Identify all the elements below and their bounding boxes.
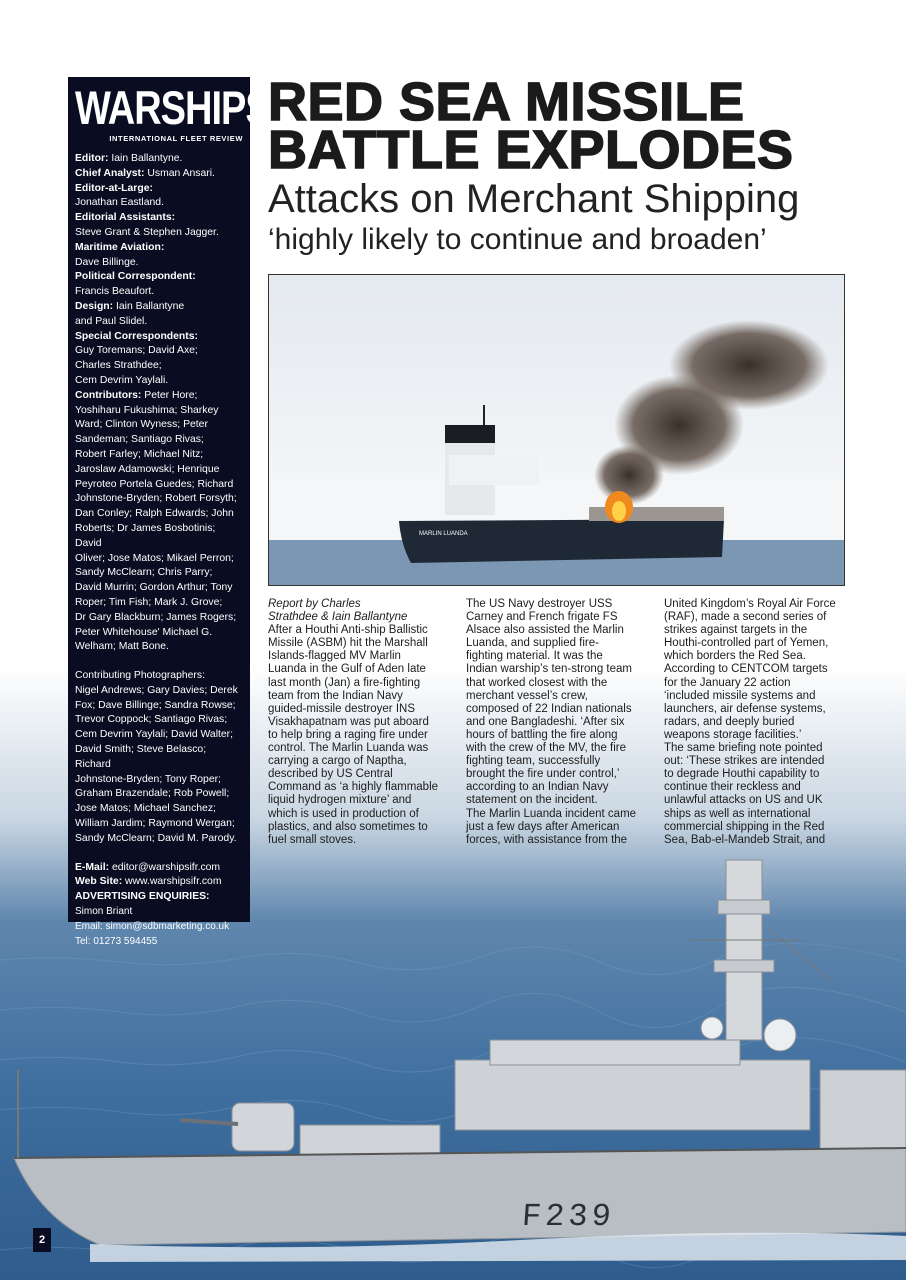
article-line: merchant vessel’s crew, (466, 689, 588, 702)
article-line: launchers, air defense systems, (664, 702, 826, 715)
article-line: Islands-flagged MV Marlin (268, 650, 401, 663)
article-line: brought the fire under control,’ (466, 768, 620, 781)
article-line: that worked closest with the (466, 676, 608, 689)
article-line: radars, and deeply buried (664, 715, 795, 728)
advertising-line: Tel: 01273 594455 (75, 935, 158, 947)
staff-row (75, 552, 243, 567)
article-line: statement on the incident. (466, 794, 598, 807)
column-2-text (466, 598, 646, 847)
photographers-line: David Smith; Steve Belasco; Richard (75, 744, 207, 770)
staff-names: Roberts; Dr James Bosbotinis; David (75, 522, 216, 549)
staff-names: Johnstone-Bryden; Robert Forsyth; (75, 493, 237, 505)
article-line: continue their reckless and (664, 781, 801, 794)
article-line: United Kingdom’s Royal Air Force (664, 598, 836, 610)
staff-row (75, 389, 243, 404)
article-line: ships as well as international (664, 807, 811, 820)
photographers-section: Contributing Photographers: Nigel Andrews; Gary Davies; Derek Fox; Dave Billinge; Sandra Rowse; Trevor Coppock; Santiago Rivas; Cem Devrim Yaylali; David Walter; David Smith; Steve Belasco; Richard Johnstone-Bryden; Tony Roper; Graham Brazendale; Rob Powell; Jose Matos; Michael Sanchez; William Jardim; Raymond Wergan; Sandy McClearn; David M. Parody. (75, 669, 243, 847)
staff-names: Jaroslaw Adamowski; Henrique (75, 463, 220, 475)
headline-block (268, 72, 853, 258)
article-line: Luanda, and supplied fire- (466, 637, 599, 650)
photographers-title: Contributing Photographers (75, 670, 203, 682)
staff-row (75, 196, 243, 211)
staff-names: Roper; Tim Fish; Mark J. Grove; (75, 596, 223, 608)
staff-names: Iain Ballantyne. (111, 153, 183, 164)
staff-role: Contributors: (75, 389, 142, 401)
subheadline-1: Attacks on Merchant Shipping (268, 177, 800, 221)
article-line: Command as ‘a highly flammable (268, 781, 439, 794)
staff-row (75, 374, 243, 389)
article-line: According to CENTCOM targets (664, 663, 828, 676)
photographers-line: Fox; Dave Billinge; Sandra Rowse; (75, 699, 236, 711)
byline-2: Strathdee & Iain Ballantyne (268, 611, 408, 624)
photographers-line: Nigel Andrews; Gary Davies; Derek (75, 684, 238, 696)
staff-role: Chief Analyst: (75, 167, 145, 179)
photographers-line: Sandy McClearn; David M. Parody. (75, 832, 237, 844)
advertising-line: Simon Briant (75, 906, 133, 918)
article-line: After a Houthi Anti-ship Ballistic (268, 624, 428, 637)
photographers-list (75, 684, 243, 847)
staff-names: Peter Whitehouse' Michael G. (75, 626, 213, 638)
staff-row (75, 522, 243, 552)
article-line: control. The Marlin Luanda was (268, 742, 429, 755)
article-column-3 (664, 598, 844, 847)
staff-row (75, 626, 243, 641)
article-line: guided-missile destroyer INS (268, 702, 416, 715)
web-label: Web Site: (75, 876, 123, 888)
staff-row (75, 404, 243, 419)
article-line: fighting team, successfully (466, 755, 601, 768)
staff-names: Sandeman; Santiago Rivas; (75, 434, 204, 446)
advertising-title: ADVERTISING ENQUIRIES: (75, 891, 210, 903)
staff-row (75, 285, 243, 300)
article-line: for the January 22 action (664, 676, 791, 689)
staff-row (75, 256, 243, 271)
staff-names: Dr Gary Blackburn; James Rogers; (75, 611, 237, 623)
article-line: liquid hydrogen mixture’ and (268, 794, 412, 807)
staff-names: Peter Hore; (144, 389, 198, 401)
article-line: forces, with assistance from the (466, 833, 628, 846)
advertising-list (75, 905, 243, 949)
advertising-line: Email: simon@sdbmarketing.co.uk (75, 920, 230, 932)
article-line: Carney and French frigate FS (466, 611, 618, 624)
page-number: 2 (33, 1228, 51, 1252)
web-link[interactable]: www.warshipsifr.com (125, 876, 222, 888)
photographers-line: Graham Brazendale; Rob Powell; (75, 788, 230, 800)
headline-line-2: BATTLE EXPLODES (268, 120, 794, 180)
byline-1: Report by Charles (268, 598, 361, 610)
staff-row (75, 226, 243, 241)
staff-names: Usman Ansari. (147, 167, 215, 179)
photographers-line: William Jardim; Raymond Wergan; (75, 818, 235, 830)
staff-row (75, 211, 243, 226)
warships-logo (75, 82, 270, 143)
staff-row (75, 315, 243, 330)
article-line: Missile (ASBM) hit the Marshall (268, 637, 428, 650)
staff-row (75, 492, 243, 507)
staff-role: Editor-at-Large: (75, 182, 153, 194)
staff-row (75, 507, 243, 522)
staff-names: Oliver; Jose Matos; Mikael Perron; (75, 552, 234, 564)
logo-subtitle: INTERNATIONAL FLEET REVIEW (109, 134, 243, 143)
article-line: Indian warship’s ten-strong team (466, 663, 632, 676)
hull-number: F239 (520, 1198, 617, 1235)
article-line: with the crew of the MV, the fire (466, 742, 627, 755)
staff-row (75, 300, 243, 315)
staff-row (75, 611, 243, 626)
article-line: fighting material. It was the (466, 650, 603, 663)
article-line: to degrade Houthi capability to (664, 768, 820, 781)
photographers-line: Trevor Coppock; Santiago Rivas; (75, 714, 228, 726)
staff-names: Peyroteo Portela Guedes; Richard (75, 478, 234, 490)
staff-row (75, 344, 243, 359)
article-line: Sea, Bab-el-Mandeb Strait, and (664, 833, 826, 846)
staff-names: David Murrin; Gordon Arthur; Tony (75, 582, 233, 594)
article-line: which is used in production of (268, 807, 419, 820)
article-line: Luanda in the Gulf of Aden late (268, 663, 426, 676)
article-column-2 (466, 598, 646, 847)
staff-names: Charles Strathdee; (75, 360, 162, 372)
tanker-fire-photo (268, 274, 845, 586)
article-line: fuel small stoves. (268, 833, 357, 846)
article-line: composed of 22 Indian nationals (466, 702, 632, 715)
staff-role: Special Correspondents: (75, 330, 198, 342)
staff-row (75, 182, 243, 197)
staff-role: Editorial Assistants: (75, 212, 176, 224)
article-line: weapons storage facilities.’ (664, 728, 802, 741)
staff-names: Yoshiharu Fukushima; Sharkey (75, 404, 219, 416)
staff-names: Guy Toremans; David Axe; (75, 345, 198, 357)
staff-names: Steve Grant & Stephen Jagger. (75, 226, 219, 238)
staff-names: Cem Devrim Yaylali. (75, 374, 169, 386)
article-line: described by US Central (268, 768, 393, 781)
staff-names: Sandy McClearn; Chris Parry; (75, 567, 213, 579)
article-line: strikes against targets in the (664, 624, 808, 637)
masthead-sidebar (68, 77, 270, 947)
staff-names: Dan Conley; Ralph Edwards; John (75, 508, 234, 520)
article-line: Alsace also assisted the Marlin (466, 624, 624, 637)
headline-line-1: RED SEA MISSILE (268, 72, 745, 132)
staff-row (75, 596, 243, 611)
article-line: and one Bangladeshi. ‘After six (466, 715, 625, 728)
staff-role: Editor: (75, 153, 109, 164)
article-line: carrying a cargo of Naptha, (268, 755, 407, 768)
article-line: The US Navy destroyer USS (466, 598, 613, 610)
article-line: (RAF), made a second series of (664, 611, 827, 624)
email-label: E-Mail: (75, 861, 110, 873)
staff-row (75, 463, 243, 478)
staff-names: Robert Farley; Michael Nitz; (75, 448, 204, 460)
staff-row (75, 359, 243, 374)
article-column-1 (268, 598, 448, 847)
staff-list (75, 152, 243, 655)
photographers-line: Jose Matos; Michael Sanchez; (75, 803, 216, 815)
article-line: team from the Indian Navy (268, 689, 403, 702)
article-line: which borders the Red Sea. (664, 650, 806, 663)
email-link[interactable]: editor@warshipsifr.com (111, 861, 221, 873)
staff-row (75, 448, 243, 463)
article-line: hours of battling the fire along (466, 728, 618, 741)
staff-row (75, 566, 243, 581)
article-line: just a few days after American (466, 820, 620, 833)
staff-row (75, 581, 243, 596)
staff-row (75, 152, 243, 167)
contact-section (75, 861, 243, 950)
staff-names: Iain Ballantyne (116, 300, 185, 312)
article-line: ‘included missile systems and (664, 689, 816, 702)
column-3-text (664, 598, 844, 847)
staff-names: Ward; Clinton Wyness; Peter (75, 419, 208, 431)
logo-title: WARSHIPS (75, 82, 270, 136)
article-line: Houthi-controlled part of Yemen, (664, 637, 829, 650)
staff-row (75, 270, 243, 285)
article-line: according to an Indian Navy (466, 781, 609, 794)
tanker-name: MARLIN LUANDA (419, 531, 468, 537)
photographers-line: Cem Devrim Yaylali; David Walter; (75, 729, 234, 741)
photographers-line: Johnstone-Bryden; Tony Roper; (75, 773, 221, 785)
article-line: out: ‘These strikes are intended (664, 755, 825, 768)
staff-row (75, 167, 243, 182)
staff-row (75, 330, 243, 345)
subheadline-2: ‘highly likely to continue and broaden’ (268, 223, 767, 256)
staff-row (75, 433, 243, 448)
staff-row (75, 418, 243, 433)
staff-names: Francis Beaufort. (75, 286, 155, 298)
staff-role: Maritime Aviation: (75, 241, 165, 253)
staff-row (75, 478, 243, 493)
article-line: unlawful attacks on US and UK (664, 794, 823, 807)
staff-row (75, 241, 243, 256)
article-line: commercial shipping in the Red (664, 820, 825, 833)
article-line: Visakhapatnam was put aboard (268, 715, 429, 728)
staff-names: and Paul Slidel. (75, 315, 148, 327)
article-line: The Marlin Luanda incident came (466, 807, 637, 820)
column-1-text (268, 624, 448, 847)
article-line: last month (Jan) a fire-fighting (268, 676, 421, 689)
article-line: The same briefing note pointed (664, 742, 823, 755)
staff-names: Dave Billinge. (75, 256, 139, 268)
staff-names: Jonathan Eastland. (75, 197, 164, 209)
staff-row (75, 640, 243, 655)
staff-names: Welham; Matt Bone. (75, 641, 169, 653)
staff-role: Design: (75, 300, 114, 312)
article-line: plastics, and also sometimes to (268, 820, 428, 833)
staff-role: Political Correspondent: (75, 271, 196, 283)
article-line: to help bring a raging fire under (268, 728, 428, 741)
